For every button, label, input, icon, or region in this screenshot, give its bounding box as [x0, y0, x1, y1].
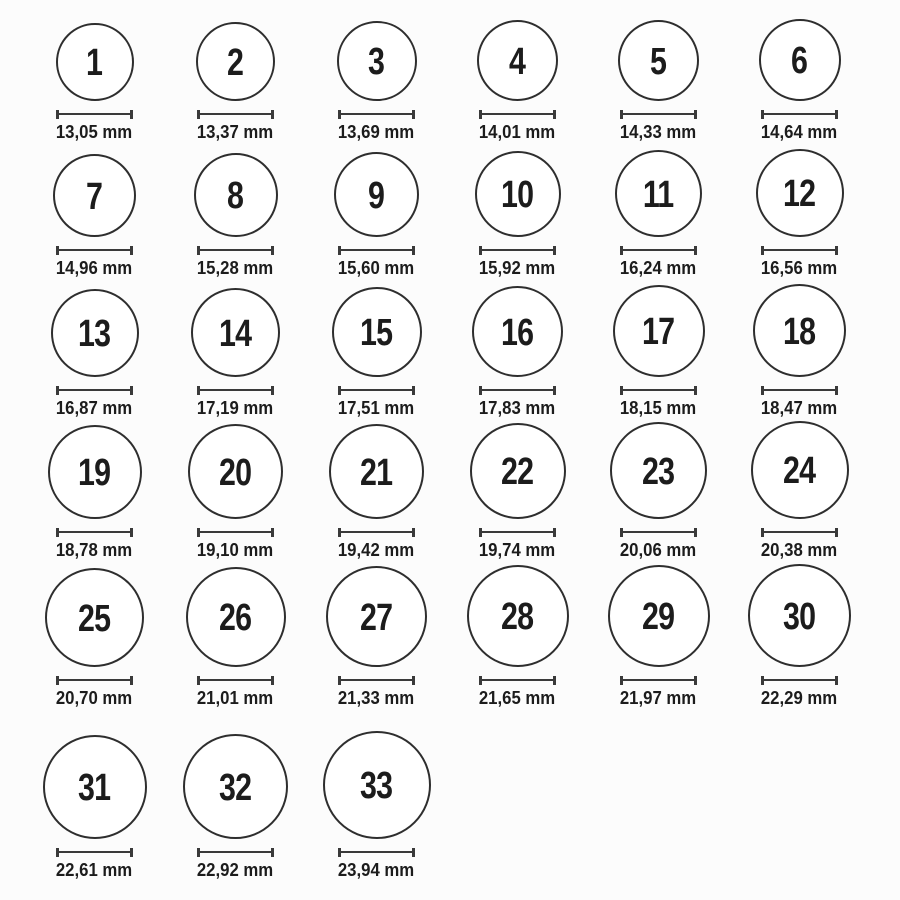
- diameter-measure-line: [338, 386, 415, 395]
- ring-size-item: [24, 278, 165, 418]
- diameter-measure-line: [56, 386, 133, 395]
- ring-circle: [337, 21, 417, 101]
- ring-size-number: 2: [227, 41, 244, 84]
- diameter-measure-line: [56, 676, 133, 685]
- diameter-label: 14,64 mm: [761, 122, 838, 142]
- diameter-measure-line: [56, 528, 133, 537]
- diameter-label: 21,97 mm: [620, 688, 697, 708]
- ring-circle: [618, 20, 699, 101]
- ring-circle: [751, 421, 849, 519]
- ring-size-item: [24, 560, 165, 708]
- diameter-measure-line: [197, 246, 274, 255]
- ring-circle: [334, 152, 419, 237]
- diameter-measure-line: [479, 110, 556, 119]
- ring-circle: [43, 735, 147, 839]
- ring-size-number: 7: [86, 175, 103, 218]
- diameter-label: 15,28 mm: [197, 258, 274, 278]
- ring-size-number: 26: [219, 597, 252, 639]
- ring-size-item: [588, 142, 729, 278]
- ring-size-item: [588, 560, 729, 708]
- ring-size-item: [729, 560, 870, 708]
- ring-size-item: [306, 708, 447, 880]
- ring-circle: [332, 287, 422, 377]
- ring-size-item: [447, 4, 588, 142]
- ring-size-item: [729, 278, 870, 418]
- ring-size-item: [447, 418, 588, 560]
- ring-size-number: 20: [219, 451, 252, 494]
- ring-size-item: [588, 4, 729, 142]
- ring-circle: [56, 23, 134, 101]
- ring-size-number: 22: [501, 451, 534, 493]
- ring-size-number: 14: [219, 312, 252, 355]
- ring-size-number: 25: [78, 597, 111, 640]
- ring-circle: [470, 423, 566, 519]
- ring-size-number: 21: [360, 451, 393, 494]
- ring-size-number: 15: [360, 312, 393, 354]
- ring-size-number: 28: [501, 596, 534, 638]
- diameter-label: 22,92 mm: [197, 860, 274, 880]
- diameter-measure-line: [56, 246, 133, 255]
- ring-size-item: [447, 278, 588, 418]
- diameter-measure-line: [761, 386, 838, 395]
- ring-size-item: [729, 418, 870, 560]
- ring-size-item: [447, 142, 588, 278]
- ring-circle: [759, 19, 841, 101]
- ring-size-number: 27: [360, 596, 393, 639]
- ring-size-item: [165, 418, 306, 560]
- ring-circle: [477, 20, 558, 101]
- diameter-label: 18,15 mm: [620, 398, 697, 418]
- ring-size-number: 12: [783, 173, 816, 215]
- diameter-label: 18,47 mm: [761, 398, 838, 418]
- diameter-measure-line: [338, 528, 415, 537]
- ring-circle: [326, 566, 427, 667]
- ring-size-number: 5: [650, 40, 667, 83]
- ring-circle: [610, 422, 707, 519]
- diameter-label: 15,60 mm: [338, 258, 415, 278]
- ring-circle: [194, 153, 278, 237]
- ring-size-item: [588, 418, 729, 560]
- diameter-measure-line: [620, 676, 697, 685]
- ring-size-number: 11: [643, 173, 674, 216]
- ring-circle: [613, 285, 705, 377]
- diameter-label: 20,38 mm: [761, 540, 838, 560]
- ring-size-number: 10: [501, 174, 534, 216]
- diameter-measure-line: [197, 528, 274, 537]
- diameter-label: 20,70 mm: [56, 688, 133, 708]
- ring-circle: [196, 22, 275, 101]
- diameter-label: 18,78 mm: [56, 540, 133, 560]
- diameter-measure-line: [761, 528, 838, 537]
- diameter-label: 14,96 mm: [56, 258, 133, 278]
- ring-size-item: [729, 142, 870, 278]
- diameter-label: 23,94 mm: [338, 860, 415, 880]
- diameter-label: 13,69 mm: [338, 122, 415, 142]
- diameter-measure-line: [761, 110, 838, 119]
- ring-size-item: [165, 4, 306, 142]
- diameter-label: 14,01 mm: [479, 122, 556, 142]
- diameter-measure-line: [761, 246, 838, 255]
- diameter-label: 15,92 mm: [479, 258, 556, 278]
- ring-circle: [45, 568, 144, 667]
- diameter-label: 21,65 mm: [479, 688, 556, 708]
- ring-size-item: [24, 142, 165, 278]
- ring-size-number: 1: [86, 42, 103, 84]
- diameter-measure-line: [338, 246, 415, 255]
- diameter-measure-line: [620, 110, 697, 119]
- diameter-label: 13,37 mm: [197, 122, 274, 142]
- ring-circle: [188, 424, 283, 519]
- ring-size-number: 31: [78, 767, 111, 809]
- diameter-measure-line: [338, 676, 415, 685]
- ring-circle: [748, 564, 851, 667]
- ring-size-item: [165, 560, 306, 708]
- diameter-label: 20,06 mm: [620, 540, 697, 560]
- ring-size-number: 18: [783, 310, 816, 353]
- ring-circle: [329, 424, 424, 519]
- diameter-label: 19,10 mm: [197, 540, 274, 560]
- ring-size-number: 30: [783, 595, 816, 638]
- ring-size-number: 19: [78, 452, 111, 494]
- ring-size-item: [306, 560, 447, 708]
- ring-size-number: 23: [642, 450, 675, 493]
- diameter-label: 22,29 mm: [761, 688, 838, 708]
- ring-circle: [191, 288, 280, 377]
- ring-size-item: [165, 708, 306, 880]
- diameter-measure-line: [761, 676, 838, 685]
- diameter-label: 19,74 mm: [479, 540, 556, 560]
- diameter-measure-line: [620, 386, 697, 395]
- diameter-measure-line: [479, 676, 556, 685]
- ring-size-number: 32: [219, 766, 252, 809]
- ring-size-item: [588, 278, 729, 418]
- diameter-label: 14,33 mm: [620, 122, 697, 142]
- diameter-label: 21,01 mm: [197, 688, 274, 708]
- ring-size-item: [24, 4, 165, 142]
- diameter-label: 19,42 mm: [338, 540, 415, 560]
- ring-circle: [753, 284, 846, 377]
- ring-size-number: 16: [501, 311, 534, 354]
- ring-circle: [183, 734, 288, 839]
- diameter-label: 17,83 mm: [479, 398, 556, 418]
- diameter-label: 17,19 mm: [197, 398, 274, 418]
- ring-circle: [467, 565, 569, 667]
- ring-circle: [53, 154, 136, 237]
- diameter-measure-line: [197, 848, 274, 857]
- ring-size-number: 17: [642, 311, 675, 353]
- ring-size-number: 9: [368, 174, 385, 217]
- diameter-label: 16,87 mm: [56, 398, 133, 418]
- ring-circle: [323, 731, 431, 839]
- ring-size-number: 29: [642, 596, 675, 638]
- ring-size-item: [165, 142, 306, 278]
- ring-size-item: [306, 4, 447, 142]
- ring-size-item: [24, 418, 165, 560]
- ring-size-number: 4: [509, 40, 526, 83]
- ring-size-item: [729, 4, 870, 142]
- ring-circle: [472, 286, 563, 377]
- ring-circle: [475, 151, 561, 237]
- ring-circle: [608, 565, 710, 667]
- ring-size-item: [306, 418, 447, 560]
- ring-size-number: 24: [783, 450, 816, 492]
- ring-size-item: [165, 278, 306, 418]
- ring-circle: [186, 567, 286, 667]
- diameter-measure-line: [56, 848, 133, 857]
- ring-size-number: 8: [227, 175, 244, 217]
- diameter-measure-line: [620, 246, 697, 255]
- diameter-measure-line: [197, 676, 274, 685]
- diameter-measure-line: [56, 110, 133, 119]
- diameter-measure-line: [620, 528, 697, 537]
- ring-size-number: 13: [78, 313, 111, 355]
- ring-size-item: [306, 142, 447, 278]
- ring-circle: [48, 425, 142, 519]
- diameter-label: 16,24 mm: [620, 258, 697, 278]
- diameter-measure-line: [197, 386, 274, 395]
- ring-circle: [756, 149, 844, 237]
- ring-size-number: 3: [368, 41, 385, 83]
- diameter-measure-line: [338, 110, 415, 119]
- diameter-measure-line: [338, 848, 415, 857]
- diameter-label: 13,05 mm: [56, 122, 133, 142]
- ring-size-item: [447, 560, 588, 708]
- ring-size-number: 6: [791, 40, 808, 82]
- diameter-measure-line: [479, 246, 556, 255]
- diameter-label: 22,61 mm: [56, 860, 133, 880]
- diameter-measure-line: [479, 528, 556, 537]
- ring-circle: [615, 150, 702, 237]
- ring-size-number: 33: [360, 765, 393, 807]
- ring-circle: [51, 289, 139, 377]
- diameter-measure-line: [479, 386, 556, 395]
- ring-size-item: [24, 708, 165, 880]
- ring-size-item: [306, 278, 447, 418]
- diameter-label: 17,51 mm: [338, 398, 415, 418]
- diameter-label: 16,56 mm: [761, 258, 838, 278]
- diameter-label: 21,33 mm: [338, 688, 415, 708]
- diameter-measure-line: [197, 110, 274, 119]
